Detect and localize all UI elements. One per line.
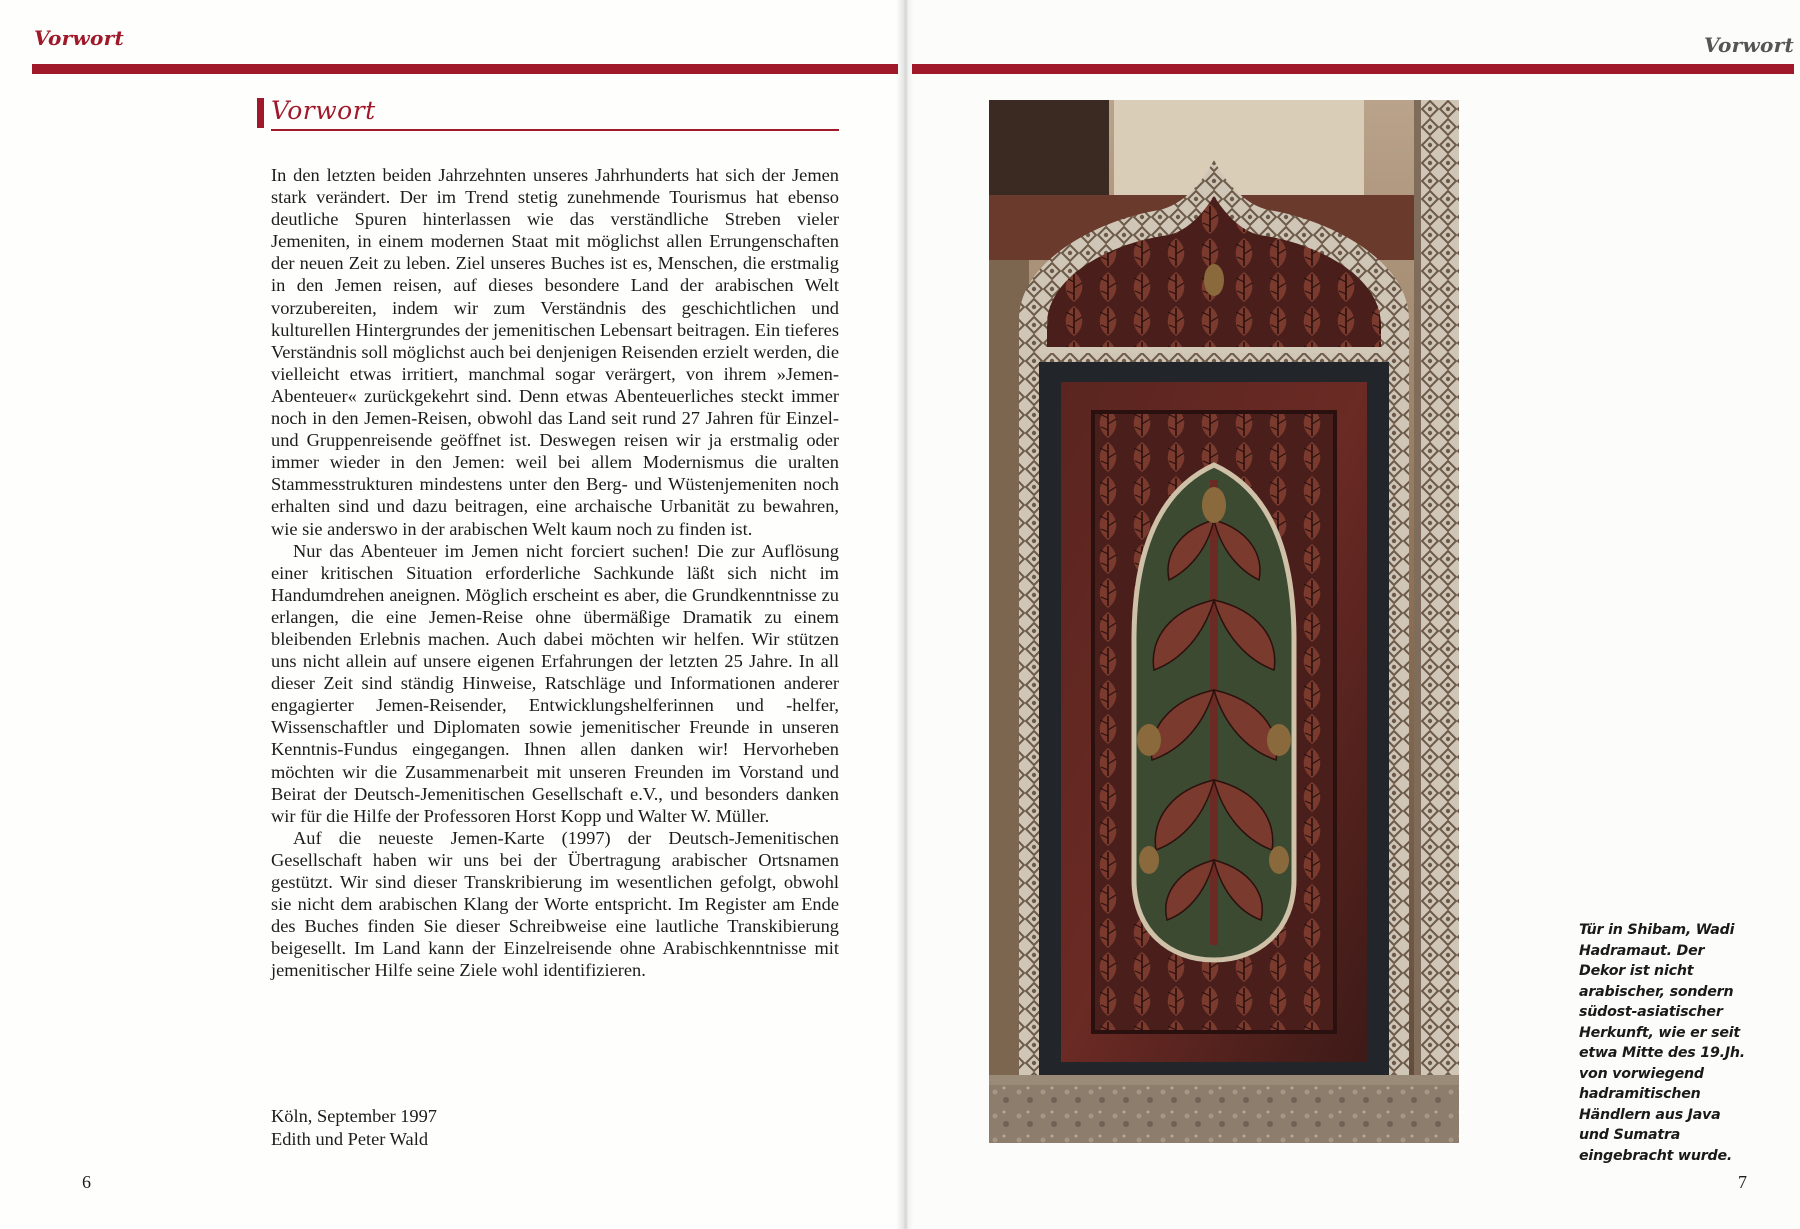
paragraph-3: Auf die neueste Jemen-Karte (1997) der Deutsch-Jemenitischen Gesellschaft haben wir uns bei der Übertragung arabischer Ortsnamen gestützt. Wir sind dieser Transkribierung im wesentlichen gefolgt, obwohl sie nicht dem arabischen Klang der Worte entspricht. Im Register am Ende des Buches finden Sie dieser Schreibweise eine lautliche Transkibierung beigesellt. Im Land kann der Einzelreisende ohne Arabischkenntnisse mit jemenitischer Hilfe seine Ziele wohl identifizieren.: [271, 827, 839, 981]
right-page: [904, 0, 1800, 1229]
carved-door-illustration: [989, 100, 1459, 1143]
paragraph-1: In den letzten beiden Jahrzehnten unseres Jahrhunderts hat sich der Jemen stark verändert. Der im Trend stetig zunehmende Tourismus hat ebenso deutliche Spuren hinterlassen wie das verständliche Streben vieler Jemeniten, in einem modernen Staat mit möglichst allen Errungenschaften der neuen Zeit zu leben. Ziel unseres Buches ist es, Menschen, die erstmalig in den Jemen reisen, auf dieses besondere Land der arabischen Welt vorzubereiten, indem wir zum Verständnis des geschichtlichen und kulturellen Hintergrundes der jemenitischen Lebensart beitragen. Ein tieferes Verständnis soll möglichst auch bei denjenigen Reisenden erzielt werden, die vielleicht etwas irritiert, manchmal sogar verärgert, von ihrem »Jemen-Abenteuer« zurückgekehrt sind. Denn etwas Abenteuerliches steckt immer noch in den Jemen-Reisen, obwohl das Land seit rund 27 Jahren für Einzel- und Gruppenreisende geöffnet ist. Deswegen reisen wir ja erstmalig oder immer wieder in den Jemen: weil bei allem Modernismus die uralten Stammesstrukturen mindestens unter den Berg- und Wüstenjemeniten noch erhalten sind und dazu beitragen, eine archaische Urbanität zu bewahren, wie sie anderswo in der arabischen Welt kaum noch zu finden ist.: [271, 165, 839, 539]
paragraph-2: Nur das Abenteuer im Jemen nicht forciert suchen! Die zur Auflösung einer kritischen Situation erforderliche Sachkunde läßt sich nicht im Handumdrehen aneignen. Möglich erscheint es aber, die Grundkenntnisse zu erlangen, die eine Jemen-Reise ohne übermäßige Dramatik zu einem bleibenden Erlebnis machen. Auch dabei möchten wir helfen. Wir stützen uns nicht allein auf unsere eigenen Erfahrungen der letzten 25 Jahre. In all dieser Zeit sind ständig Hinweise, Ratschläge und Informationen anderer engagierter Jemen-Reisender, Entwicklungshelferinnen und -helfer, Wissenschaftler und Diplomaten sowie jemenitischer Freunde in unseren Kenntnis-Fundus eingegangen. Ihnen allen danken wir! Hervorheben möchten wir die Zusammenarbeit mit unseren Freunden im Vorstand und Beirat der Deutsch-Jemenitischen Gesellschaft e.V., und besonders danken wir für die Hilfe der Professoren Horst Kopp und Walter W. Müller.: [271, 540, 839, 826]
signature-names: Edith und Peter Wald: [271, 1128, 429, 1149]
body-text: [271, 164, 839, 981]
dark-beam-upper-left: [989, 100, 1109, 205]
heading-underline: [271, 129, 839, 131]
header-rule-left: [32, 64, 898, 74]
signature: [271, 1105, 671, 1150]
chapter-heading: [257, 96, 839, 132]
running-head-right: Vorwort: [1704, 33, 1794, 57]
chapter-title: Vorwort: [271, 96, 376, 125]
door-photo: [989, 100, 1459, 1143]
book-gutter-shadow: [896, 0, 914, 1229]
page-number-left: 6: [82, 1172, 91, 1192]
running-head-left: Vorwort: [34, 26, 124, 50]
page-number-right: 7: [1738, 1172, 1747, 1192]
heading-accent-bar: [257, 98, 264, 128]
threshold-step: [989, 1075, 1459, 1085]
signature-place-date: Köln, September 1997: [271, 1106, 438, 1126]
header-rule-right: [912, 64, 1794, 74]
ground-rubble: [989, 1085, 1459, 1143]
plaster-patch: [1114, 100, 1364, 195]
photo-caption: Tür in Shibam, Wadi Hadramaut. Der Dekor ist nicht arabischer, sondern südost-asiatischer Herkunft, wie er seit etwa Mitte des 19.Jh. von vorwiegend hadramitischen Händlern aus Java und Sumatra eingebracht wurde.: [1579, 922, 1745, 1164]
right-carved-post: [1421, 100, 1459, 1143]
